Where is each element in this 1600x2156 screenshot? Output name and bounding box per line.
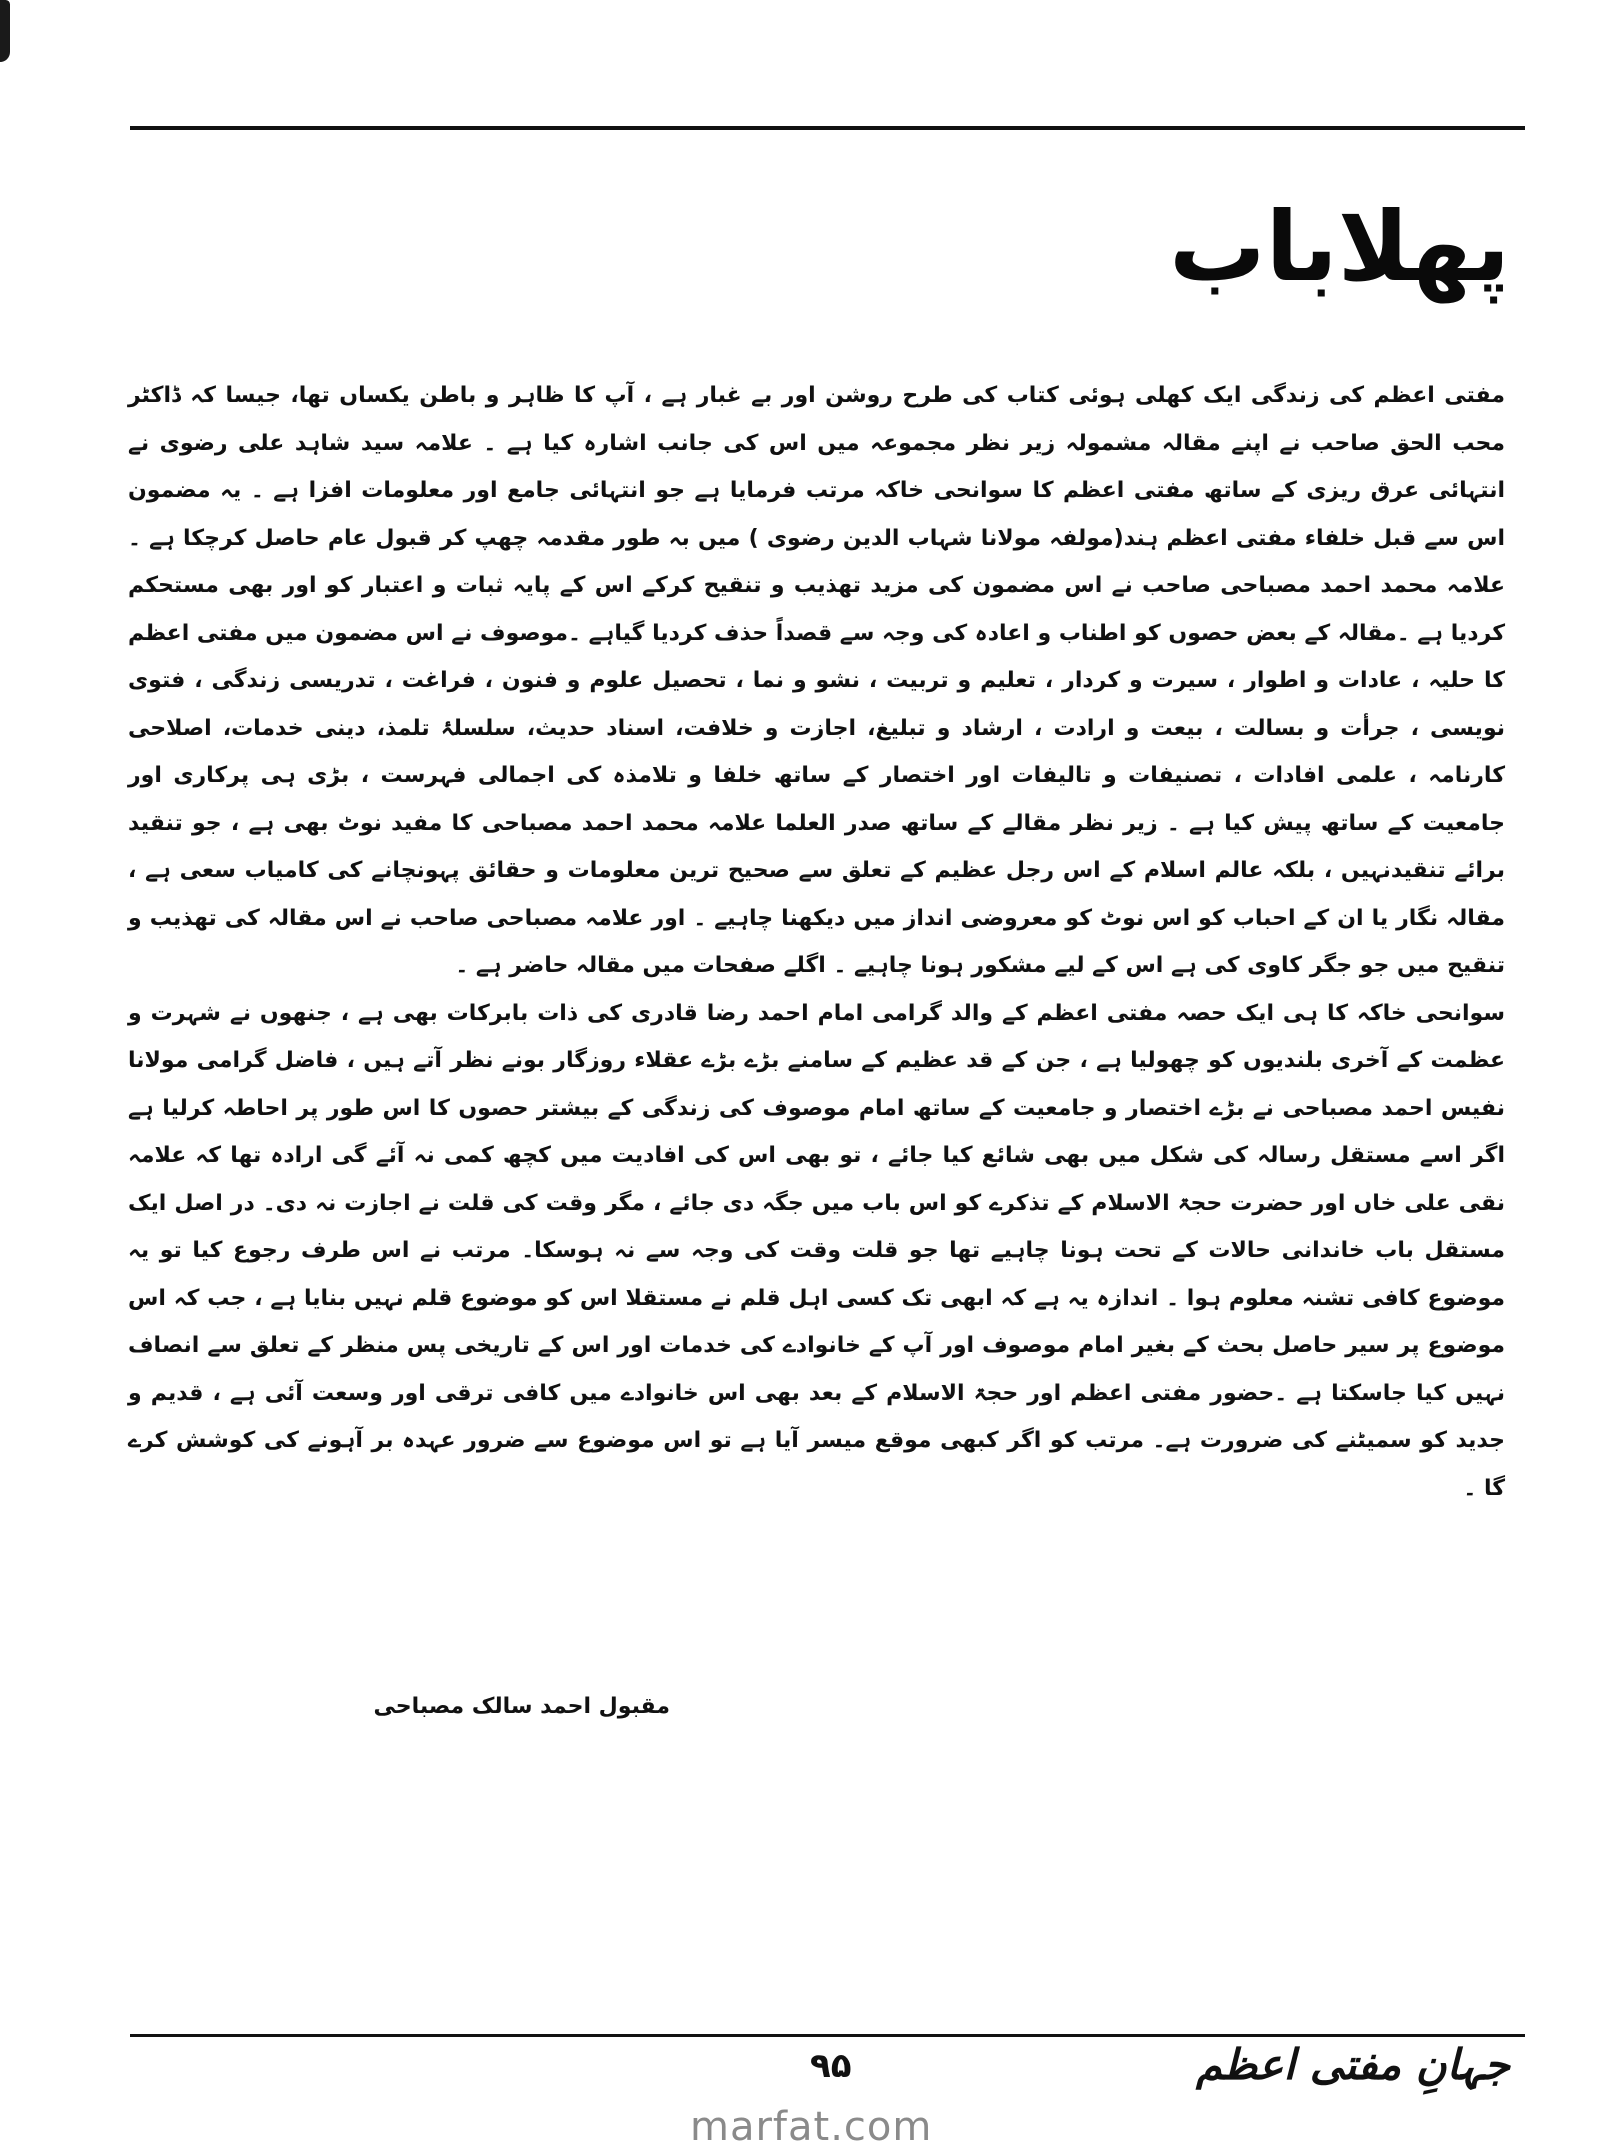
body-text <box>128 372 1505 1512</box>
watermark: marfat.com <box>690 2104 933 2150</box>
chapter-title: پهلاباب <box>1169 191 1510 303</box>
top-rule <box>130 126 1525 130</box>
scan-edge-mark <box>0 0 10 62</box>
bottom-rule <box>130 2034 1525 2037</box>
book-title: جہانِ مفتی اعظم <box>1195 2040 1510 2089</box>
page-number: ۹۵ <box>810 2046 852 2086</box>
paragraph-1: مفتی اعظم کی زندگی ایک کھلی ہوئی کتاب کی طرح روشن اور بے غبار ہے ، آپ کا ظاہر و باطن یکساں تھا، جیسا کہ ڈاکٹر محب الحق صاحب نے اپنے مقالہ مشمولہ زیر نظر مجموعہ میں اس کی جانب اشارہ کیا ہے ۔ علامہ سید شاہد علی رضوی نے انتہائی عرق ریزی کے ساتھ مفتی اعظم کا سوانحی خاکہ مرتب فرمایا ہے جو انتہائی جامع اور معلومات افزا ہے ۔ یہ مضمون اس سے قبل خلفاء مفتی اعظم ہند(مولفہ مولانا شہاب الدین رضوی ) میں بہ طور مقدمہ چھپ کر قبول عام حاصل کرچکا ہے ۔ علامہ محمد احمد مصباحی صاحب نے اس مضمون کی مزید تھذیب و تنقیح کرکے اس کے پایہ ثبات و اعتبار کو اور بھی مستحکم کردیا ہے ۔مقالہ کے بعض حصوں کو اطناب و اعادہ کی وجہ سے قصداً حذف کردیا گیاہے ۔موصوف نے اس مضمون میں مفتی اعظم کا حلیہ ، عادات و اطوار ، سیرت و کردار ، تعلیم و تربیت ، نشو و نما ، تحصیل علوم و فنون ، فراغت ، تدریسی زندگی ، فتوی نویسی ، جرأت و بسالت ، بیعت و ارادت ، ارشاد و تبلیغ، اجازت و خلافت، اسناد حدیث، سلسلۂ تلمذ، دینی خدمات، اصلاحی کارنامہ ، علمی افادات ، تصنیفات و تالیفات اور اختصار کے ساتھ خلفا و تلامذہ کی اجمالی فہرست ، بڑی ہی پرکاری اور جامعیت کے ساتھ پیش کیا ہے ۔ زیر نظر مقالے کے ساتھ صدر العلما علامہ محمد احمد مصباحی کا مفید نوٹ بھی ہے ، جو تنقید برائے تنقیدنہیں ، بلکہ عالم اسلام کے اس رجل عظیم کے تعلق سے صحیح ترین معلومات و حقائق پہونچانے کی کامیاب سعی ہے ، مقالہ نگار یا ان کے احباب کو اس نوٹ کو معروضی انداز میں دیکھنا چاہیے ۔ اور علامہ مصباحی صاحب نے اس مقالہ کی تھذیب و تنقیح میں جو جگر کاوی کی ہے اس کے لیے مشکور ہونا چاہیے ۔ اگلے صفحات میں مقالہ حاضر ہے ۔ <box>128 383 1505 978</box>
author-signature: مقبول احمد سالک مصباحی <box>373 1694 670 1719</box>
paragraph-2: سوانحی خاکہ کا ہی ایک حصہ مفتی اعظم کے والد گرامی امام احمد رضا قادری کی ذات بابرکات بھی ہے ، جنھوں نے شہرت و عظمت کے آخری بلندیوں کو چھولیا ہے ، جن کے قد عظیم کے سامنے بڑے بڑے عقلاء روزگار بونے نظر آتے ہیں ، فاضل گرامی مولانا نفیس احمد مصباحی نے بڑے اختصار و جامعیت کے ساتھ امام موصوف کی زندگی کے بیشتر حصوں کا اس طور پر احاطہ کرلیا ہے اگر اسے مستقل رسالہ کی شکل میں بھی شائع کیا جائے ، تو بھی اس کی افادیت میں کچھ کمی نہ آئے گی ارادہ تھا کہ علامہ نقی علی خاں اور حضرت حجۃ الاسلام کے تذکرے کو اس باب میں جگہ دی جائے ، مگر وقت کی قلت نے اجازت نہ دی۔ در اصل ایک مستقل باب خاندانی حالات کے تحت ہونا چاہیے تھا جو قلت وقت کی وجہ سے نہ ہوسکا۔ مرتب نے اس طرف رجوع کیا تو یہ موضوع کافی تشنہ معلوم ہوا ۔ اندازہ یہ ہے کہ ابھی تک کسی اہل قلم نے مستقلا اس کو موضوع قلم نہیں بنایا ہے ، جب کہ اس موضوع پر سیر حاصل بحث کے بغیر امام موصوف اور آپ کے خانوادے کی خدمات اور اس کے تاریخی پس منظر کے تعلق سے انصاف نہیں کیا جاسکتا ہے ۔حضور مفتی اعظم اور حجۃ الاسلام کے بعد بھی اس خانوادے میں کافی ترقی اور وسعت آئی ہے ، قدیم و جدید کو سمیٹنے کی ضرورت ہے۔ مرتب کو اگر کبھی موقع میسر آیا ہے تو اس موضوع سے ضرور عہدہ بر آہونے کی کوشش کرے گا ۔ <box>128 1000 1505 1501</box>
